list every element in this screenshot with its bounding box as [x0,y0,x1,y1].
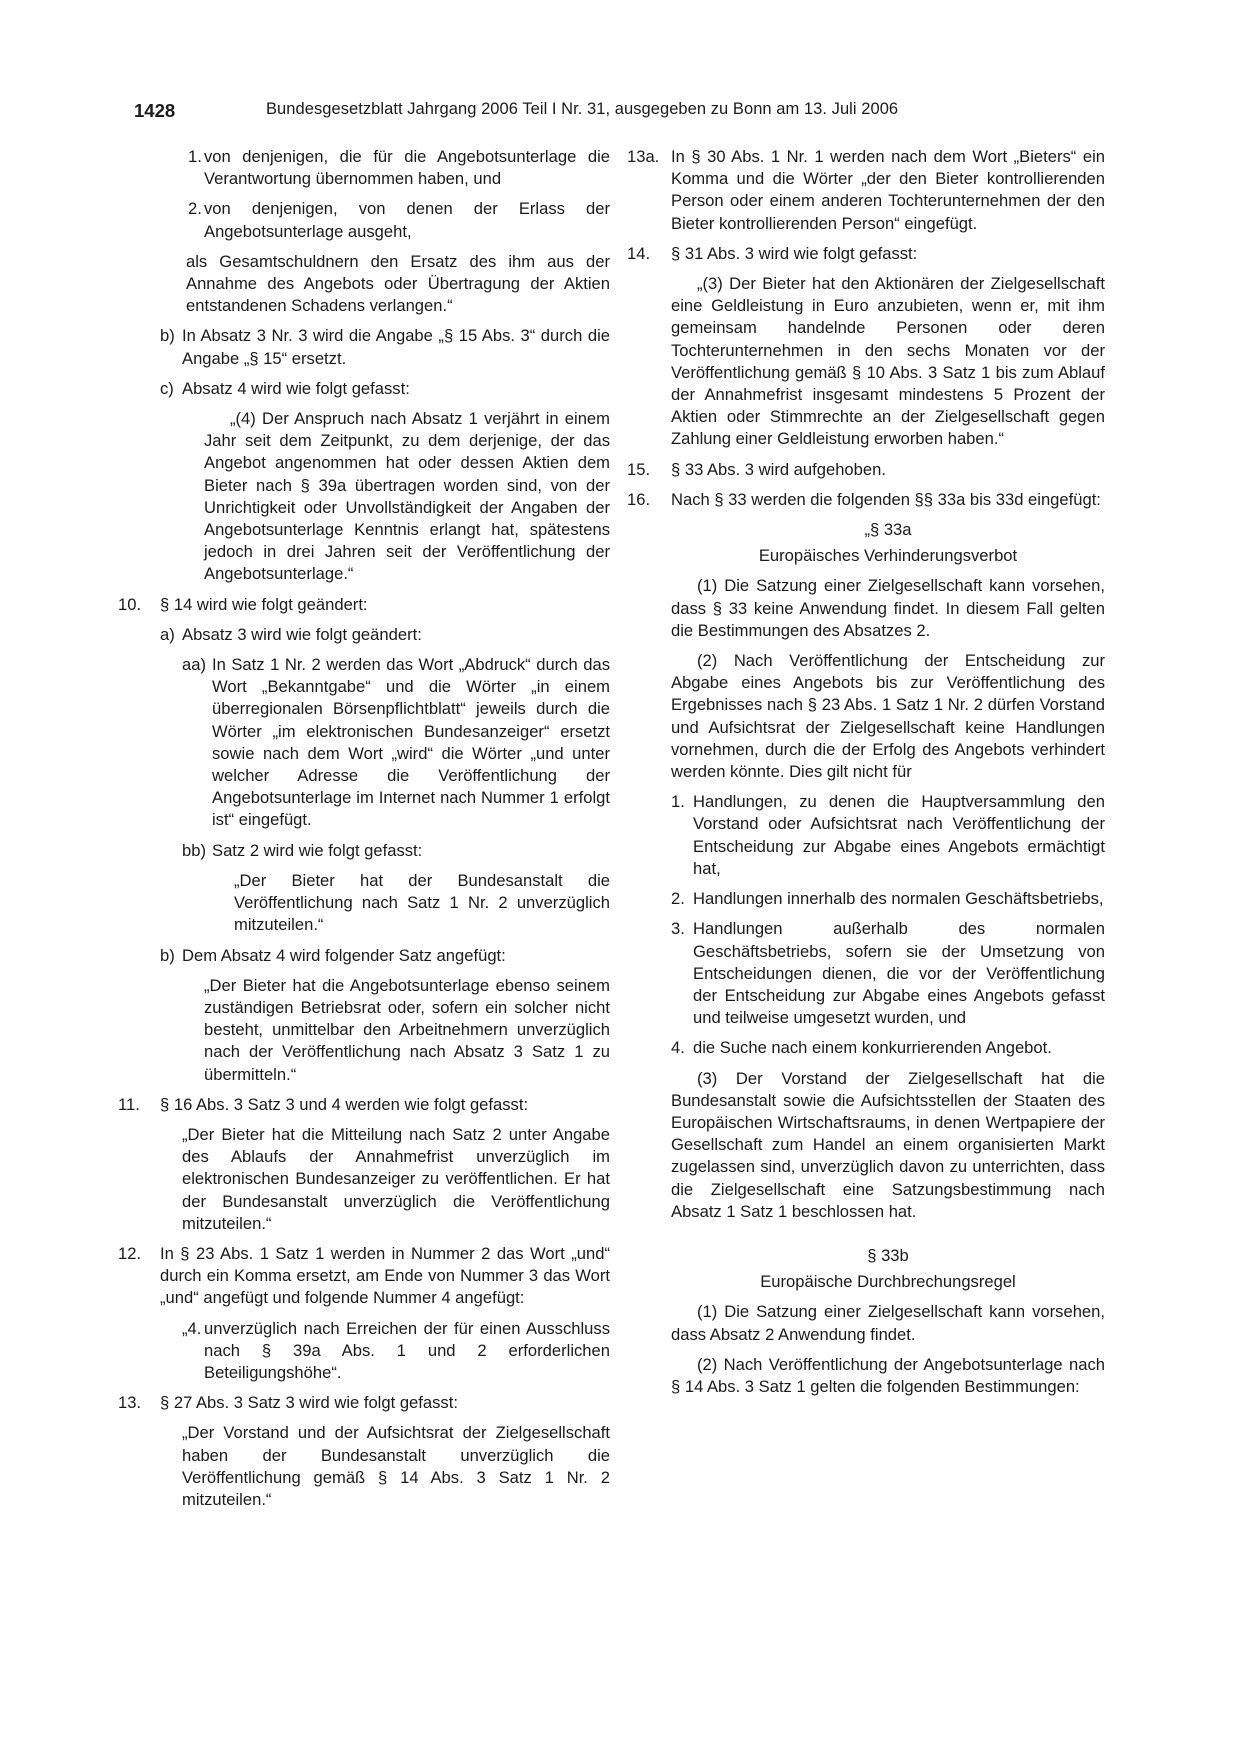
list-item: b) In Absatz 3 Nr. 3 wird die Angabe „§ 15 Abs. 3“ durch die Angabe „§ 15“ ersetzt. [160,326,610,368]
quote-paragraph: „Der Bieter hat die Mitteilung nach Satz 2 unter Angabe des Ablaufs der Annahmefrist unverzüglich im elektronischen Bundesanzeiger zu veröffentlichen. Er hat der Bundesanstalt unverzüglich die Veröffentlichung mitzuteilen.“ [182,1124,610,1233]
list-text: Handlungen innerhalb des normalen Geschäftsbetriebs, [693,889,1104,909]
list-label: 2. [671,889,685,909]
list-item: 2. von denjenigen, von denen der Erlass der Angebotsunterlage ausgeht, [188,199,610,241]
list-item: aa) In Satz 1 Nr. 2 werden das Wort „Abdruck“ durch das Wort „Bekanntgabe“ und die Wörter „in einem überregionalen Börsenpflichtblatt“ jeweils durch die Wörter „im elektronischen Bundesanzeiger“ ersetzt sowie nach dem Wort „wird“ die Wörter „und unter welcher Adresse die Veröffentlichung der Angebotsunterlage im Internet nach Nummer 1 erfolgt ist“ eingefügt. [182,655,610,830]
quote-paragraph: „Der Bieter hat der Bundesanstalt die Veröffentlichung nach Satz 1 Nr. 2 unverzüglich mitzuteilen.“ [234,870,610,935]
list-item [671,888,1105,910]
quote-paragraph: „Der Bieter hat die Angebotsunterlage ebenso seinem zuständigen Betriebsrat oder, sofern ein solcher nicht besteht, unmittelbar den Arbeitnehmern unverzüglich nach der Veröffentlichung nach Absatz 3 Satz 1 zu übermitteln.“ [204,975,610,1084]
list-item: 12. In § 23 Abs. 1 Satz 1 werden in Nummer 2 das Wort „und“ durch ein Komma ersetzt, am Ende von Nummer 3 das Wort „und“ angefügt und folgende Nummer 4 angefügt: [118,1243,610,1308]
list-item: 11. § 16 Abs. 3 Satz 3 und 4 werden wie folgt gefasst: [118,1094,529,1114]
page-header [134,100,1104,126]
right-column [627,146,1105,1406]
paragraph: als Gesamtschuldnern den Ersatz des ihm aus der Annahme des Angebots oder Übertragung der Aktien entstandenen Schadens verlangen.“ [186,251,610,316]
list-item: bb) Satz 2 wird wie folgt gefasst: [182,840,423,860]
list-label: 4. [671,1038,685,1058]
running-header: Bundesgesetzblatt Jahrgang 2006 Teil I Nr. 31, ausgegeben zu Bonn am 13. Juli 2006 [266,100,899,118]
list-text: Handlungen, zu denen die Hauptversammlung den Vorstand oder Aufsichtsrat nach Veröffentlichung der Entscheidung zur Abgabe eines Angebots ermächtigt hat, [693,792,1105,878]
list-item: 13. § 27 Abs. 3 Satz 3 wird wie folgt gefasst: [118,1393,458,1413]
list-text: Handlungen außerhalb des normalen Geschäftsbetriebs, sofern sie der Umsetzung von Entscheidungen dienen, die vor der Veröffentlichung der Entscheidung zur Abgabe eines Angebots gefasst und teilweise umgesetzt wurden, und [693,919,1105,1028]
section-list [671,791,1105,1059]
paragraph: (2) Nach Veröffentlichung der Angebotsunterlage nach § 14 Abs. 3 Satz 1 gelten die folgenden Bestimmungen: [671,1354,1105,1396]
list-item [671,791,1105,880]
list-item: 10. § 14 wird wie folgt geändert: [118,594,368,614]
list-label: 1. [671,792,685,812]
paragraph: (3) Der Vorstand der Zielgesellschaft hat die Bundesanstalt sowie die Aufsichtsstellen der Staaten des Europäischen Wirtschaftsraums, in denen Wertpapiere der Gesellschaft zum Handel an einem organisierten Markt zugelassen sind, unverzüglich davon zu unterrichten, dass die Zielgesellschaft eine Satzungsbestimmung nach Absatz 1 Satz 1 beschlossen hat. [671,1068,1105,1221]
list-item: 14. § 31 Abs. 3 wird wie folgt gefasst: [627,243,918,263]
list-item: 15. § 33 Abs. 3 wird aufgehoben. [627,459,886,479]
list-item: 16. Nach § 33 werden die folgenden §§ 33a bis 33d eingefügt: [627,489,1101,509]
paragraph: (1) Die Satzung einer Zielgesellschaft kann vorsehen, dass § 33 keine Anwendung findet. In diesem Fall gelten die Bestimmungen des Absatzes 2. [671,576,1105,640]
list-item: b) Dem Absatz 4 wird folgender Satz angefügt: [160,945,506,965]
page-number: 1428 [134,100,176,121]
section-33a [627,519,1105,1398]
section-title: Europäisches Verhinderungsverbot [758,546,1018,566]
quote-paragraph: „(3) Der Bieter hat den Aktionären der Zielgesellschaft eine Geldleistung in Euro anzubieten, wenn er, mit ihm gemeinsam handelnde Personen oder deren Tochterunternehmen in den sechs Monaten vor der Veröffentlichung gemäß § 10 Abs. 3 Satz 1 bis zum Ablauf der Annahmefrist insgesamt mindestens 5 Prozent der Aktien oder Stimmrechte an der Zielgesellschaft gegen Zahlung einer Geldleistung erworben haben.“ [671,274,1105,449]
list-item: 13a. In § 30 Abs. 1 Nr. 1 werden nach dem Wort „Bieters“ ein Komma und die Wörter „der den Bieter kontrollierenden Person oder einem anderen Tochterunternehmen der den Bieter kontrollierenden Person“ eingefügt. [627,147,1105,233]
list-label: 3. [671,919,685,939]
list-text: die Suche nach einem konkurrierenden Angebot. [693,1038,1052,1058]
list-item [671,1037,1105,1059]
quote-paragraph: „Der Vorstand und der Aufsichtsrat der Zielgesellschaft haben der Bundesanstalt unverzüglich die Veröffentlichung gemäß § 14 Abs. 3 Satz 1 Nr. 2 mitzuteilen.“ [182,1423,610,1509]
list-item: „4. unverzüglich nach Erreichen der für einen Ausschluss nach § 39a Abs. 1 und 2 erforderlichen Beteiligungshöhe“. [182,1318,610,1382]
left-column [118,146,610,1519]
section-heading: „§ 33a [864,520,912,540]
section-title: Europäische Durchbrechungsregel [760,1272,1016,1292]
paragraph: (1) Die Satzung einer Zielgesellschaft kann vorsehen, dass Absatz 2 Anwendung findet. [671,1302,1105,1344]
list-item [671,918,1105,1029]
quote-paragraph: „(4) Der Anspruch nach Absatz 1 verjährt in einem Jahr seit dem Zeitpunkt, zu dem derjenige, der das Angebot angenommen hat oder dessen Aktien dem Bieter nach § 39a übertragen worden sind, von der Unrichtigkeit oder Unvollständigkeit der Angaben der Angebotsunterlage Kenntnis erlangt hat, spätestens jedoch in drei Jahren seit der Veröffentlichung der Angebotsunterlage.“ [204,409,610,584]
paragraph: (2) Nach Veröffentlichung der Entscheidung zur Abgabe eines Angebots bis zur Veröffentlichung des Ergebnisses nach § 23 Abs. 1 Satz 1 Nr. 2 dürfen Vorstand und Aufsichtsrat der Zielgesellschaft keine Handlungen vornehmen, durch die der Erfolg des Angebots verhindert werden könnte. Dies gilt nicht für [671,651,1105,782]
list-item: 1. von denjenigen, die für die Angebotsunterlage die Verantwortung übernommen haben, und [188,147,610,189]
list-item: c) Absatz 4 wird wie folgt gefasst: [160,378,410,398]
list-item: a) Absatz 3 wird wie folgt geändert: [160,624,422,644]
section-heading: § 33b [867,1245,909,1265]
